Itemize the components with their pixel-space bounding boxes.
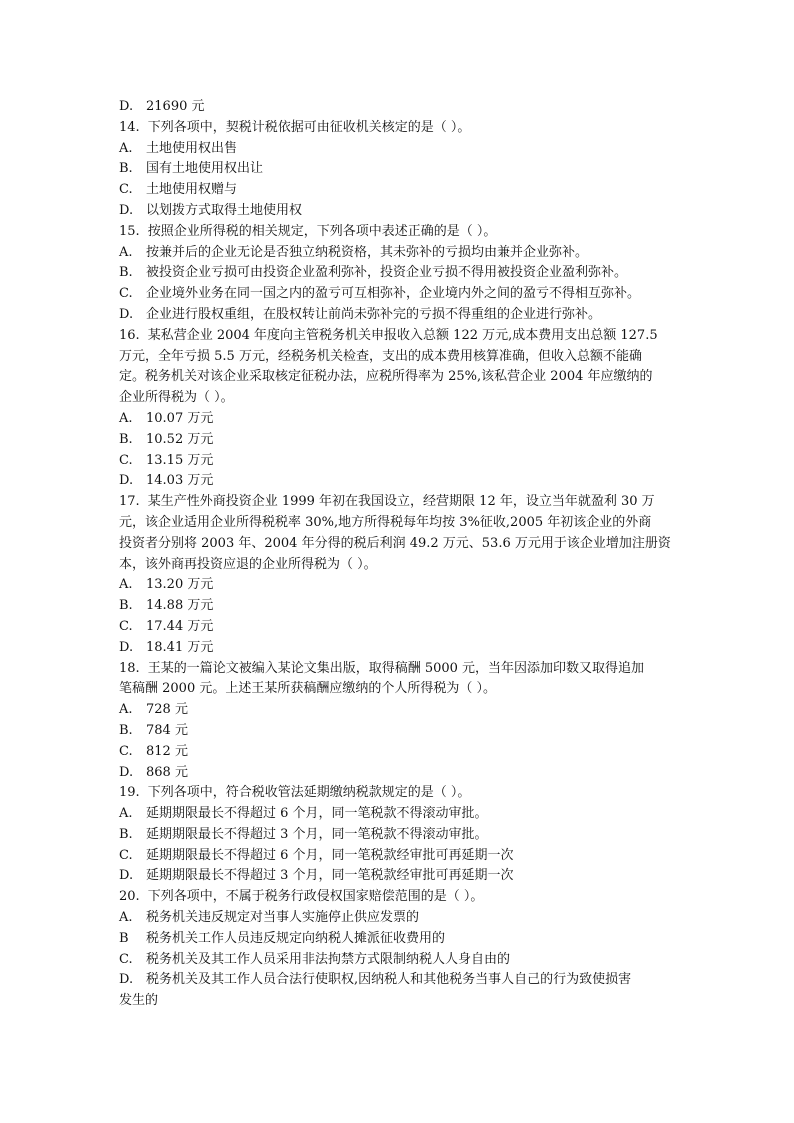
option-text: 13.20 万元	[146, 577, 214, 593]
answer-option	[119, 929, 679, 950]
answer-option	[119, 201, 679, 222]
question-text: 下列各项中，契税计税依据可由征收机关核定的是（ ）。	[147, 119, 471, 135]
answer-option	[119, 409, 679, 430]
question-text: 下列各项中，不属于税务行政侵权国家赔偿范围的是（ ）。	[147, 889, 484, 905]
option-label: D.	[119, 202, 134, 218]
answer-option	[119, 263, 679, 284]
answer-option	[119, 742, 679, 763]
question	[119, 118, 679, 139]
answer-option	[119, 243, 679, 264]
option-text: 被投资企业亏损可由投资企业盈利弥补，投资企业亏损不得用被投资企业盈利弥补。	[146, 265, 628, 281]
question-text: 某私营企业 2004 年度向主管税务机关申报收入总额 122 万元,成本费用支出总额 127.5	[147, 327, 658, 343]
option-text: 税务机关工作人员违反规定向纳税人摊派征收费用的	[146, 930, 446, 946]
answer-option	[119, 596, 679, 617]
option-text: 10.52 万元	[146, 431, 214, 447]
option-label: B.	[119, 722, 133, 738]
answer-option	[119, 451, 679, 472]
option-label: B.	[119, 826, 133, 842]
option-text: 税务机关及其工作人员合法行使职权,因纳税人和其他税务当事人自己的行为致使损害	[146, 972, 632, 988]
option-label: A.	[119, 910, 133, 926]
question-number: 19.	[119, 785, 140, 801]
option-label: D.	[119, 639, 134, 655]
answer-option	[119, 284, 679, 305]
question	[119, 887, 679, 908]
question	[119, 326, 679, 409]
answer-option	[119, 97, 679, 118]
option-label: A.	[119, 410, 133, 426]
question-text: 本，该外商再投资应退的企业所得税为（ ）。	[119, 556, 377, 572]
answer-option	[119, 430, 679, 451]
option-text: 728 元	[146, 702, 188, 718]
option-text: 国有土地使用权出让	[146, 161, 264, 177]
option-label: A.	[119, 806, 133, 822]
option-text: 税务机关及其工作人员采用非法拘禁方式限制纳税人人身自由的	[146, 951, 511, 967]
option-text: 14.88 万元	[146, 598, 214, 614]
option-label: C.	[119, 182, 133, 198]
option-text: 税务机关违反规定对当事人实施停止供应发票的	[146, 910, 420, 926]
answer-option	[119, 139, 679, 160]
option-text: 10.07 万元	[146, 410, 214, 426]
question-text: 企业所得税为（ ）。	[119, 390, 234, 406]
question-text: 王某的一篇论文被编入某论文集出版，取得稿酬 5000 元，当年因添加印数又取得追加	[147, 660, 645, 676]
option-text: 延期期限最长不得超过 6 个月，同一笔税款经审批可再延期一次	[146, 847, 514, 863]
option-text: 以划拨方式取得土地使用权	[146, 202, 303, 218]
option-text: 延期期限最长不得超过 3 个月，同一笔税款经审批可再延期一次	[146, 868, 514, 884]
answer-option	[119, 908, 679, 929]
option-text: 18.41 万元	[146, 639, 214, 655]
question-number: 20.	[119, 889, 140, 905]
question-text: 定。税务机关对该企业采取核定征税办法，应税所得率为 25%,该私营企业 2004 年应缴纳的	[119, 369, 653, 385]
answer-option	[119, 763, 679, 784]
answer-option	[119, 804, 679, 825]
option-text: 土地使用权出售	[146, 140, 238, 156]
option-label: D.	[119, 868, 134, 884]
answer-option	[119, 471, 679, 492]
question	[119, 222, 679, 243]
option-text: 13.15 万元	[146, 452, 214, 468]
option-text: 14.03 万元	[146, 473, 214, 489]
answer-option	[119, 950, 679, 971]
answer-option	[119, 846, 679, 867]
option-label: B.	[119, 161, 133, 177]
option-label: A.	[119, 577, 133, 593]
option-text: 企业境外业务在同一国之内的盈亏可互相弥补，企业境内外之间的盈亏不得相互弥补。	[146, 286, 641, 302]
question	[119, 783, 679, 804]
option-label: B.	[119, 431, 133, 447]
answer-option	[119, 970, 679, 991]
option-label: A.	[119, 140, 133, 156]
option-label: C.	[119, 951, 133, 967]
option-label: B.	[119, 598, 133, 614]
option-label: D.	[119, 972, 134, 988]
option-text: 按兼并后的企业无论是否独立纳税资格，其未弥补的亏损均由兼并企业弥补。	[146, 244, 589, 260]
option-label: B.	[119, 265, 133, 281]
question	[119, 659, 679, 701]
option-label: D.	[119, 473, 134, 489]
question-text: 投资者分别将 2003 年、2004 年分得的税后利润 49.2 万元、53.6 万元用于该企业增加注册资	[119, 535, 671, 551]
option-text: 812 元	[146, 743, 188, 759]
question-text: 下列各项中，符合税收管法延期缴纳税款规定的是（ ）。	[147, 785, 471, 801]
question-text: 按照企业所得税的相关规定，下列各项中表述正确的是（ ）。	[147, 223, 497, 239]
option-text: 868 元	[146, 764, 188, 780]
option-label: C.	[119, 452, 133, 468]
exam-page	[119, 97, 679, 1012]
option-label: D.	[119, 764, 134, 780]
answer-option	[119, 575, 679, 596]
answer-option	[119, 305, 679, 326]
option-text: 17.44 万元	[146, 618, 214, 634]
question-number: 17.	[119, 494, 140, 510]
option-text: 企业进行股权重组，在股权转让前尚未弥补完的亏损不得重组的企业进行弥补。	[146, 306, 602, 322]
option-label: D.	[119, 306, 134, 322]
question	[119, 492, 679, 575]
question-number: 15.	[119, 223, 140, 239]
question-text: 万元，全年亏损 5.5 万元，经税务机关检查，支出的成本费用核算准确，但收入总额不能确	[119, 348, 642, 364]
answer-option	[119, 825, 679, 846]
option-text: 784 元	[146, 722, 188, 738]
question-text: 元，该企业适用企业所得税税率 30%,地方所得税每年均按 3%征收,2005 年初该企业的外商	[119, 514, 652, 530]
option-label: C.	[119, 743, 133, 759]
option-label: C.	[119, 847, 133, 863]
answer-option	[119, 180, 679, 201]
question-number: 16.	[119, 327, 140, 343]
option-label: B	[119, 930, 129, 946]
option-text: 土地使用权赠与	[146, 182, 238, 198]
answer-option	[119, 866, 679, 887]
option-text: 延期期限最长不得超过 3 个月，同一笔税款不得滚动审批。	[146, 826, 488, 842]
option-label: A.	[119, 244, 133, 260]
question-text: 某生产性外商投资企业 1999 年初在我国设立，经营期限 12 年，设立当年就盈利 30 万	[147, 494, 655, 510]
answer-option	[119, 159, 679, 180]
question-number: 14.	[119, 119, 140, 135]
option-label: C.	[119, 286, 133, 302]
answer-option	[119, 638, 679, 659]
option-text-continuation: 发生的	[119, 993, 159, 1009]
answer-option	[119, 617, 679, 638]
option-text: 21690 元	[146, 99, 205, 114]
question-number: 18.	[119, 660, 140, 676]
answer-option	[119, 700, 679, 721]
option-label: C.	[119, 618, 133, 634]
question-text: 笔稿酬 2000 元。上述王某所获稿酬应缴纳的个人所得税为（ ）。	[119, 681, 496, 697]
option-text: 延期期限最长不得超过 6 个月，同一笔税款不得滚动审批。	[146, 806, 488, 822]
answer-option	[119, 721, 679, 742]
option-label: A.	[119, 702, 133, 718]
option-label: D.	[119, 99, 134, 114]
